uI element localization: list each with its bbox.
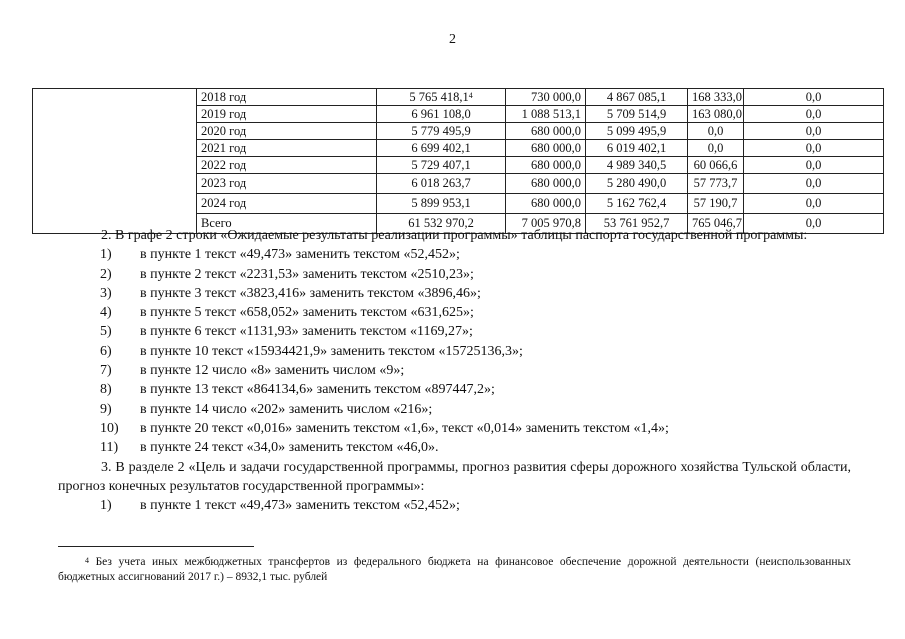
blank-cell	[33, 123, 197, 140]
paragraph-3: 3. В разделе 2 «Цель и задачи государственной программы, прогноз развития сферы дорожного хозяйства Тульской области, прогноз конечных результатов государственной программы»:	[58, 459, 851, 494]
regional-cell: 5 099 495,9	[586, 123, 688, 140]
footnote-mark: 4	[85, 556, 89, 565]
list-item: 1) в пункте 1 текст «49,473» заменить текстом «52,452»;	[100, 498, 460, 514]
regional-cell: 4 867 085,1	[586, 89, 688, 106]
federal-cell: 680 000,0	[506, 157, 586, 174]
table-row	[33, 106, 884, 123]
list-items-2	[58, 245, 851, 457]
list-item: 4) в пункте 5 текст «658,052» заменить текстом «631,625»;	[100, 305, 474, 321]
table-row	[33, 174, 884, 194]
year-cell: 2020 год	[197, 123, 377, 140]
federal-cell: 730 000,0	[506, 89, 586, 106]
other-cell: 0,0	[744, 174, 884, 194]
federal-cell: 680 000,0	[506, 194, 586, 214]
blank-cell	[33, 194, 197, 214]
list-item: 7) в пункте 12 число «8» заменить числом «9»;	[100, 363, 405, 379]
blank-cell	[33, 89, 197, 106]
federal-cell: 680 000,0	[506, 140, 586, 157]
year-cell: 2022 год	[197, 157, 377, 174]
table-row	[33, 123, 884, 140]
regional-cell: 53 761 952,7	[586, 214, 688, 234]
footnote	[58, 555, 851, 585]
footnote-divider	[58, 546, 254, 547]
table-row	[33, 140, 884, 157]
local-cell: 57 190,7	[688, 194, 744, 214]
federal-cell: 1 088 513,1	[506, 106, 586, 123]
total-cell: 61 532 970,2	[377, 214, 506, 234]
other-cell: 0,0	[744, 106, 884, 123]
other-cell: 0,0	[744, 140, 884, 157]
blank-cell	[33, 140, 197, 157]
table-row	[33, 194, 884, 214]
year-cell: 2019 год	[197, 106, 377, 123]
regional-cell: 6 019 402,1	[586, 140, 688, 157]
regional-cell: 5 162 762,4	[586, 194, 688, 214]
list-item: 8) в пункте 13 текст «864134,6» заменить текстом «897447,2»;	[100, 382, 495, 398]
federal-cell: 680 000,0	[506, 174, 586, 194]
local-cell: 765 046,7	[688, 214, 744, 234]
year-cell: 2024 год	[197, 194, 377, 214]
regional-cell: 5 280 490,0	[586, 174, 688, 194]
local-cell: 57 773,7	[688, 174, 744, 194]
list-item: 6) в пункте 10 текст «15934421,9» заменить текстом «15725136,3»;	[100, 343, 523, 359]
blank-cell	[33, 106, 197, 123]
footnote-text: Без учета иных межбюджетных трансфертов из федерального бюджета на финансовое обеспечение дорожной деятельности (неиспользованных бюджетных ассигнований 2017 г.) – 8932,1 тыс. рублей	[58, 556, 851, 583]
total-cell: 6 018 263,7	[377, 174, 506, 194]
local-cell: 168 333,0	[688, 89, 744, 106]
federal-cell: 7 005 970,8	[506, 214, 586, 234]
total-cell: 5 779 495,9	[377, 123, 506, 140]
table-row	[33, 89, 884, 106]
local-cell: 60 066,6	[688, 157, 744, 174]
year-cell: 2021 год	[197, 140, 377, 157]
total-cell: 6 699 402,1	[377, 140, 506, 157]
page-number: 2	[449, 32, 456, 47]
list-item: 1) в пункте 1 текст «49,473» заменить текстом «52,452»;	[100, 247, 460, 263]
local-cell: 0,0	[688, 123, 744, 140]
local-cell: 0,0	[688, 140, 744, 157]
total-cell: 5 729 407,1	[377, 157, 506, 174]
year-cell: 2023 год	[197, 174, 377, 194]
paragraph-2: 2. В графе 2 строки «Ожидаемые результаты реализации программы» таблицы паспорта государственной программы:	[101, 228, 808, 243]
blank-cell	[33, 157, 197, 174]
federal-cell: 680 000,0	[506, 123, 586, 140]
list-item: 9) в пункте 14 число «202» заменить числом «216»;	[100, 401, 433, 417]
blank-cell	[33, 174, 197, 194]
list-item: 11) в пункте 24 текст «34,0» заменить текстом «46,0».	[100, 440, 439, 456]
list-item: 10) в пункте 20 текст «0,016» заменить текстом «1,6», текст «0,014» заменить текстом «1,4»;	[100, 420, 669, 436]
list-item: 5) в пункте 6 текст «1131,93» заменить текстом «1169,27»;	[100, 324, 473, 340]
other-cell: 0,0	[744, 194, 884, 214]
regional-cell: 4 989 340,5	[586, 157, 688, 174]
year-cell: 2018 год	[197, 89, 377, 106]
other-cell: 0,0	[744, 157, 884, 174]
footnote-mark: 4	[468, 90, 473, 100]
total-cell: 5 899 953,1	[377, 194, 506, 214]
list-items-3	[58, 496, 851, 515]
list-item: 2) в пункте 2 текст «2231,53» заменить текстом «2510,23»;	[100, 266, 474, 282]
table-row	[33, 157, 884, 174]
local-cell: 163 080,0	[688, 106, 744, 123]
other-cell: 0,0	[744, 89, 884, 106]
total-cell: 6 961 108,0	[377, 106, 506, 123]
year-cell: Всего	[197, 214, 377, 234]
total-cell: 5 765 418,1$^4$	[377, 89, 506, 106]
other-cell: 0,0	[744, 123, 884, 140]
other-cell: 0,0	[744, 214, 884, 234]
regional-cell: 5 709 514,9	[586, 106, 688, 123]
document-body	[58, 226, 851, 515]
list-item: 3) в пункте 3 текст «3823,416» заменить текстом «3896,46»;	[100, 285, 481, 301]
budget-table	[32, 88, 884, 234]
